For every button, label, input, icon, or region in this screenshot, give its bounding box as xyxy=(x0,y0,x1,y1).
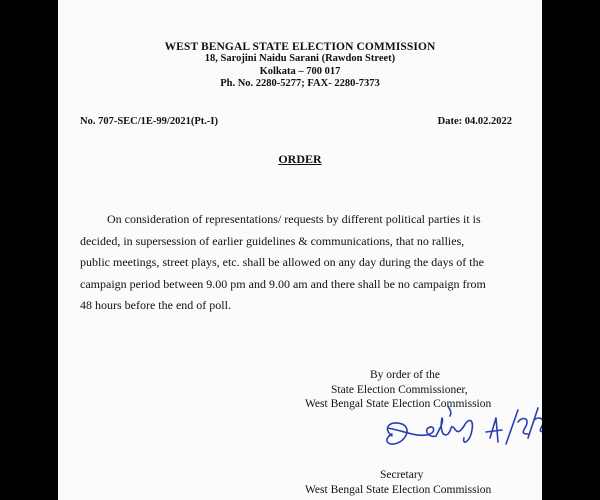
signatory-office: West Bengal State Election Commission xyxy=(305,483,492,496)
order-document xyxy=(58,0,542,500)
authority-line-1: By order of the xyxy=(370,369,440,381)
contact-numbers: Ph. No. 2280-5277; FAX- 2280-7373 xyxy=(220,77,380,89)
handwritten-signature xyxy=(378,398,542,458)
order-body xyxy=(80,209,520,317)
authority-line-3: West Bengal State Election Commission xyxy=(305,398,492,411)
order-date: Date: 04.02.2022 xyxy=(437,116,512,127)
body-line: campaign period between 9.00 pm and 9.00 am and there shall be no campaign from xyxy=(80,276,486,291)
body-line: public meetings, street plays, etc. shall be allowed on any day during the days of the xyxy=(80,255,484,270)
address-line-2: Kolkata – 700 017 xyxy=(259,65,341,77)
signatory-block xyxy=(305,468,535,497)
authority-line-2: State Election Commissioner, xyxy=(331,383,468,396)
address-line-1: 18, Sarojini Naidu Sarani (Rawdon Street) xyxy=(204,53,396,65)
order-title: ORDER xyxy=(278,152,322,166)
signatory-designation: Secretary xyxy=(380,469,424,481)
body-line: 48 hours before the end of poll. xyxy=(80,298,231,313)
reference-number: No. 707-SEC/1E-99/2021(Pt.-I) xyxy=(80,116,218,127)
body-line: decided, in supersession of earlier guidelines & communications, that no rallies, xyxy=(80,233,465,248)
letterhead xyxy=(58,41,542,90)
organization-name: WEST BENGAL STATE ELECTION COMMISSION xyxy=(164,41,436,53)
body-line: On consideration of representations/ requests by different political parties it is xyxy=(107,212,481,226)
